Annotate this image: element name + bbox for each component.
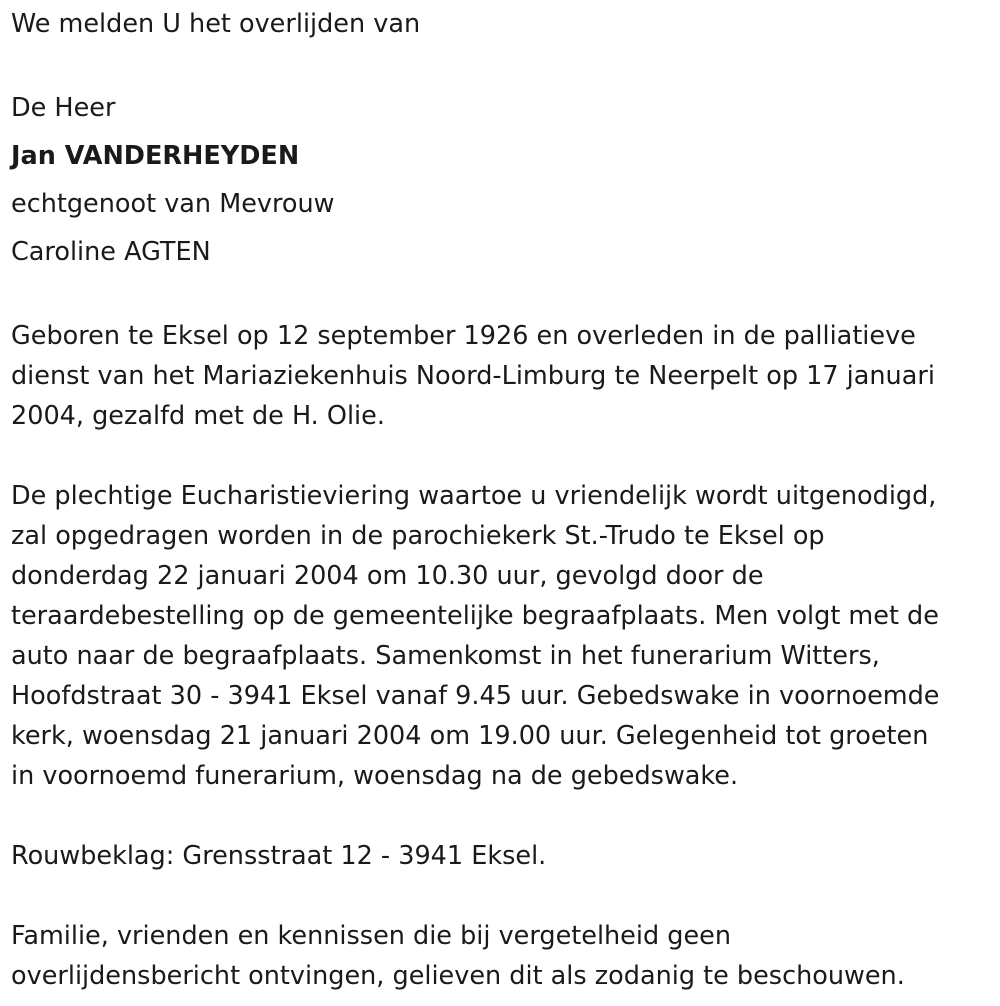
paragraph-line: overlijdensbericht ontvingen, gelieven dit als zodanig te beschouwen. — [11, 961, 905, 991]
paragraph-line: in voornoemd funerarium, woensdag na de gebedswake. — [11, 761, 739, 791]
closing-paragraph — [11, 916, 991, 996]
deceased-name: Jan VANDERHEYDEN — [11, 141, 300, 171]
paragraph-line: Familie, vrienden en kennissen die bij vergetelheid geen — [11, 921, 731, 951]
paragraph-line: zal opgedragen worden in de parochiekerk St.-Trudo te Eksel op — [11, 521, 825, 551]
paragraph-line: De plechtige Eucharistieviering waartoe u vriendelijk wordt uitgenodigd, — [11, 481, 937, 511]
spacer — [11, 44, 991, 84]
spacer — [11, 276, 991, 316]
condolence-address: Rouwbeklag: Grensstraat 12 - 3941 Eksel. — [11, 841, 547, 871]
paragraph-line: 2004, gezalfd met de H. Olie. — [11, 401, 385, 431]
relation-text: echtgenoot van Mevrouw — [11, 189, 335, 219]
intro-text: We melden U het overlijden van — [11, 9, 421, 39]
paragraph-line: donderdag 22 januari 2004 om 10.30 uur, gevolgd door de — [11, 561, 764, 591]
spacer — [11, 876, 991, 916]
birth-death-paragraph — [11, 316, 991, 436]
paragraph-line: Hoofdstraat 30 - 3941 Eksel vanaf 9.45 uur. Gebedswake in voornoemde — [11, 681, 940, 711]
ceremony-paragraph — [11, 476, 991, 796]
paragraph-line: auto naar de begraafplaats. Samenkomst in het funerarium Witters, — [11, 641, 880, 671]
deceased-title: De Heer — [11, 93, 116, 123]
paragraph-line: Geboren te Eksel op 12 september 1926 en overleden in de palliatieve — [11, 321, 916, 351]
deceased-block — [11, 84, 991, 276]
paragraph-line: teraardebestelling op de gemeentelijke begraafplaats. Men volgt met de — [11, 601, 939, 631]
paragraph-line: dienst van het Mariaziekenhuis Noord-Limburg te Neerpelt op 17 januari — [11, 361, 935, 391]
spouse-name: Caroline AGTEN — [11, 237, 211, 267]
paragraph-line: kerk, woensdag 21 januari 2004 om 19.00 uur. Gelegenheid tot groeten — [11, 721, 929, 751]
spacer — [11, 436, 991, 476]
spacer — [11, 796, 991, 836]
